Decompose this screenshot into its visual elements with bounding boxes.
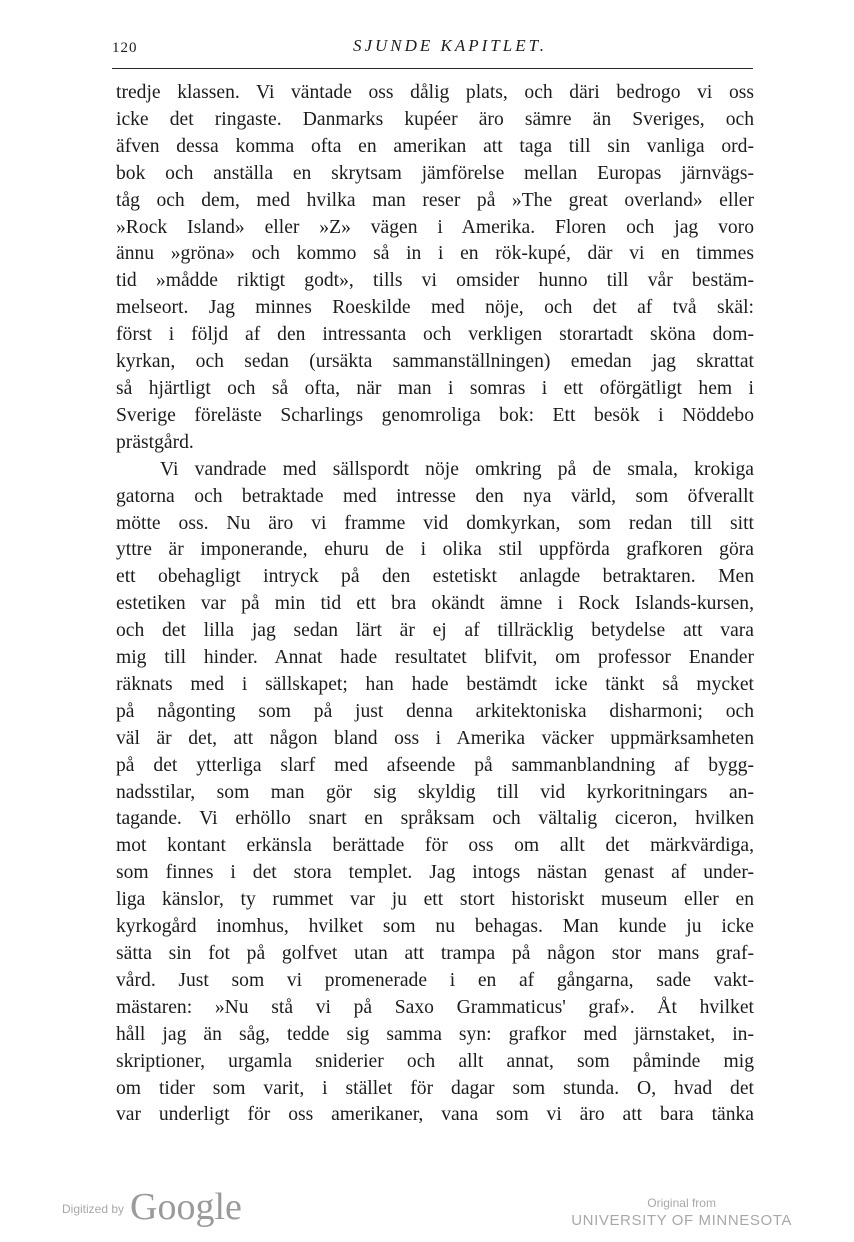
text-line: Sverige föreläste Scharlings genomroliga bok: Ett besök i Nöddebo: [116, 404, 754, 426]
text-line: på det ytterliga slarf med afseende på sammanblandning af bygg-: [116, 754, 754, 776]
text-line: mot kontant erkänsla berättade för oss om allt det märkvärdiga,: [116, 835, 754, 857]
text-line: kyrkan, och sedan (ursäkta sammanställningen) emedan jag skrattat: [116, 351, 754, 373]
text-line: nadsstilar, som man gör sig skyldig till vid kyrkoritningars an-: [116, 781, 754, 803]
text-line: mig till hinder. Annat hade resultatet blifvit, om professor Enander: [116, 647, 754, 669]
text-line: håll jag än såg, tedde sig samma syn: grafkor med järnstaket, in-: [116, 1023, 754, 1045]
running-head: SJUNDE KAPITLET.: [352, 36, 548, 55]
text-line: ännu »gröna» och kommo så in i en rök-kupé, där vi en timmes: [116, 243, 754, 265]
text-line: var underligt för oss amerikaner, vana som vi äro att bara tänka: [116, 1104, 754, 1126]
text-line: yttre är imponerande, ehuru de i olika stil uppförda grafkoren göra: [116, 539, 754, 561]
text-line: och det lilla jag sedan lärt är ej af tillräcklig betydelse att vara: [116, 620, 754, 642]
text-line: skriptioner, urgamla sniderier och allt annat, som påminde mig: [116, 1050, 754, 1072]
paragraph-first-line: Vi vandrade med sällspordt nöje omkring på de smala, krokiga: [160, 458, 754, 480]
institution-name: UNIVERSITY OF MINNESOTA: [571, 1212, 792, 1229]
text-line: icke det ringaste. Danmarks kupéer äro sämre än Sveriges, och: [116, 108, 754, 130]
text-line: liga känslor, ty rummet var ju ett stort historiskt museum eller en: [116, 889, 754, 911]
text-line: tåg och dem, med hvilka man reser på »The great overland» eller: [116, 189, 754, 211]
text-line: så hjärtligt och så ofta, när man i somras i ett oförgätligt hem i: [116, 377, 754, 399]
text-line: tid »mådde riktigt godt», tills vi omsider hunno till vår bestäm-: [116, 270, 754, 292]
text-line: mötte oss. Nu äro vi framme vid domkyrkan, som redan till sitt: [116, 512, 754, 534]
text-line: sätta sin fot på golfvet utan att trampa på någon stor mans graf-: [116, 943, 754, 964]
text-line: först i följd af den intressanta och verkligen storartadt sköna dom-: [116, 324, 754, 346]
text-line: vård. Just som vi promenerade i en af gångarna, sade vakt-: [116, 969, 754, 991]
text-line: tagande. Vi erhöllo snart en språksam och vältalig ciceron, hvilken: [116, 808, 754, 830]
text-line: estetiken var på min tid ett bra okändt ämne i Rock Islands-kursen,: [116, 593, 754, 615]
header-rule: [112, 68, 753, 69]
text-line: bok och anställa en skrytsam jämförelse mellan Europas järnvägs-: [116, 162, 754, 184]
text-line: ett obehagligt intryck på den estetiskt anlagde betraktaren. Men: [116, 566, 754, 588]
text-line: räknats med i sällskapet; han hade bestämdt icke tänkt så mycket: [116, 673, 754, 695]
text-line: kyrkogård inomhus, hvilket som nu behagas. Man kunde ju icke: [116, 916, 754, 938]
text-line: mästaren: »Nu stå vi på Saxo Grammaticus' graf». Åt hvilket: [116, 996, 754, 1018]
text-line: melseort. Jag minnes Roeskilde med nöje, och det af två skäl:: [116, 297, 754, 319]
original-from-watermark: [571, 1196, 792, 1229]
original-from-label: Original from: [647, 1196, 716, 1210]
text-line: väl är det, att någon bland oss i Amerika väcker uppmärksamheten: [116, 727, 754, 749]
text-line: gatorna och betraktade med intresse den nya värld, som öfverallt: [116, 485, 754, 507]
body-text: [116, 80, 754, 1129]
text-line: om tider som varit, i stället för dagar som stunda. O, hvad det: [116, 1077, 754, 1099]
google-logo: Google: [130, 1186, 242, 1228]
digitized-label: Digitized by: [62, 1202, 125, 1216]
text-line: äfven dessa komma ofta en amerikan att taga till sin vanliga ord-: [116, 135, 754, 157]
text-line: tredje klassen. Vi väntade oss dålig plats, och däri bedrogo vi oss: [116, 82, 754, 103]
text-line: »Rock Island» eller »Z» vägen i Amerika. Floren och jag voro: [116, 216, 754, 238]
page-number: 120: [112, 40, 138, 56]
text-line: som finnes i det stora templet. Jag intogs nästan genast af under-: [116, 862, 754, 884]
text-line: på någonting som på just denna arkitektoniska disharmoni; och: [116, 700, 754, 722]
text-line: prästgård.: [116, 431, 194, 453]
digitized-by-watermark: [62, 1188, 242, 1226]
